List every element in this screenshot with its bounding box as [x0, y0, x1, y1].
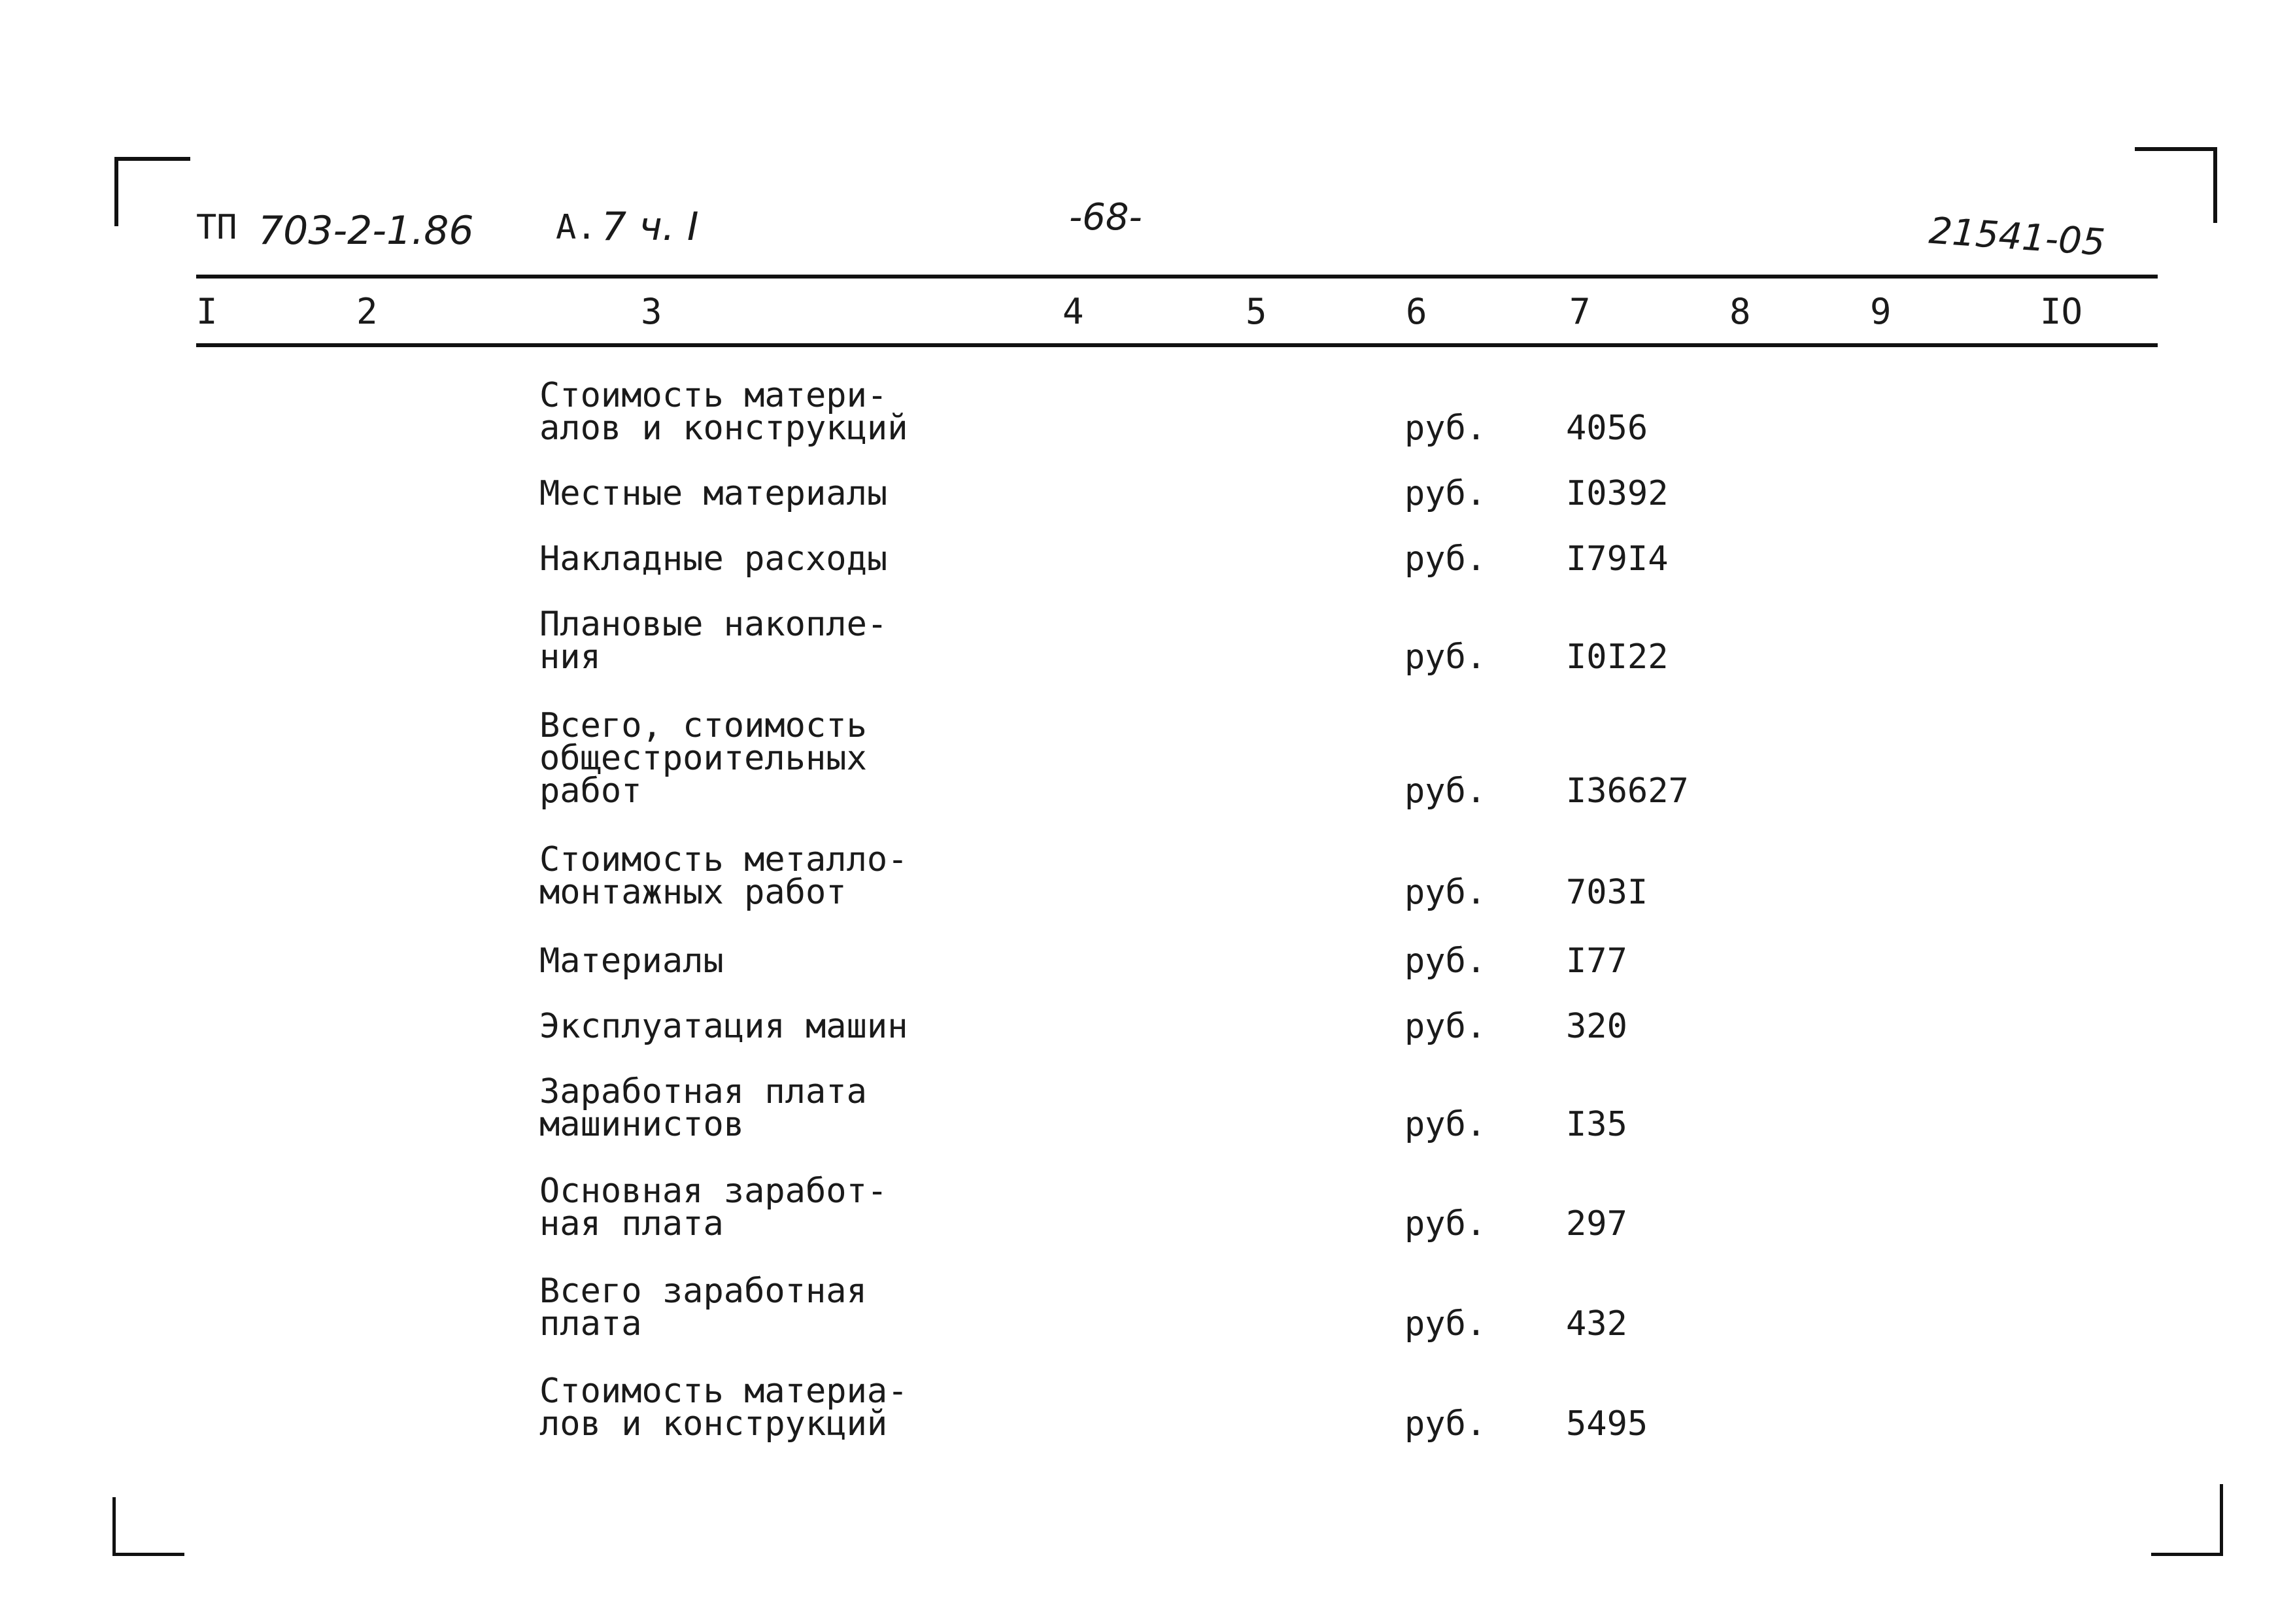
column-number: 6: [1406, 291, 1427, 332]
row-value: I35: [1566, 1105, 1627, 1144]
row-description: [539, 1372, 908, 1444]
table-row: [0, 703, 2295, 811]
table-row: [0, 1368, 2295, 1444]
row-description-line: Местные материалы: [539, 474, 888, 513]
row-description-line: общестроительных: [539, 739, 867, 778]
row-description-line: лов и конструкций: [539, 1404, 888, 1444]
column-number: 4: [1062, 291, 1084, 332]
row-description: [539, 1172, 888, 1243]
row-value: I36627: [1566, 771, 1689, 811]
table-row: [0, 464, 2295, 513]
row-description-line: монтажных работ: [539, 873, 847, 912]
row-description-line: Накладные расходы: [539, 539, 888, 579]
column-number: 5: [1246, 291, 1267, 332]
row-value: 5495: [1566, 1404, 1648, 1444]
row-description-line: Основная заработ-: [539, 1172, 888, 1211]
row-value: 320: [1566, 1007, 1627, 1046]
row-value: I0392: [1566, 474, 1669, 513]
table-row: [0, 997, 2295, 1046]
table-row: [0, 1168, 2295, 1243]
row-description-line: Плановые накопле-: [539, 605, 888, 644]
row-value: 4056: [1566, 409, 1648, 448]
corner-mark-bottom-right: [2151, 1484, 2223, 1556]
table-rule-top: [196, 275, 2158, 279]
row-value: 432: [1566, 1304, 1627, 1344]
series-code: ТП: [196, 208, 237, 247]
table-rule-bottom: [196, 343, 2158, 347]
row-description-line: Стоимость металло-: [539, 840, 908, 879]
row-description-line: работ: [539, 771, 642, 811]
row-description-line: ния: [539, 637, 601, 677]
row-unit: руб.: [1404, 1304, 1487, 1344]
row-description: [539, 1007, 908, 1046]
page-number: -68-: [1069, 196, 1142, 239]
row-description: [539, 1272, 867, 1344]
row-unit: руб.: [1404, 539, 1487, 579]
table-row: [0, 1069, 2295, 1144]
row-unit: руб.: [1404, 1404, 1487, 1444]
row-value: 297: [1566, 1204, 1627, 1243]
row-description-line: Эксплуатация машин: [539, 1007, 908, 1046]
column-number: 7: [1569, 291, 1591, 332]
project-number: 703-2-1.86: [258, 208, 474, 254]
table-row: [0, 601, 2295, 677]
row-description-line: ная плата: [539, 1204, 724, 1243]
row-unit: руб.: [1404, 873, 1487, 912]
row-description: [539, 840, 908, 912]
corner-mark-top-left: [114, 157, 190, 226]
corner-mark-bottom-left: [112, 1497, 184, 1556]
row-unit: руб.: [1404, 474, 1487, 513]
album-number: 7: [602, 204, 627, 250]
row-description: [539, 941, 724, 981]
row-unit: руб.: [1404, 637, 1487, 677]
column-number: 9: [1870, 291, 1892, 332]
table-row: [0, 530, 2295, 579]
album-part: [602, 204, 699, 250]
row-value: 703I: [1566, 873, 1648, 912]
row-description-line: Стоимость материа-: [539, 1372, 908, 1411]
row-description-line: Стоимость матери-: [539, 376, 888, 415]
table-row: [0, 373, 2295, 448]
row-value: I79I4: [1566, 539, 1669, 579]
column-number: I: [196, 291, 218, 332]
column-number: IO: [2040, 291, 2083, 332]
row-unit: руб.: [1404, 1007, 1487, 1046]
row-description-line: Материалы: [539, 941, 724, 981]
row-description-line: машинистов: [539, 1105, 745, 1144]
row-unit: руб.: [1404, 1204, 1487, 1243]
row-description-line: Всего, стоимость: [539, 706, 867, 745]
document-number: 21541-05: [1928, 209, 2107, 265]
row-description-line: Заработная плата: [539, 1072, 867, 1111]
table-row: [0, 837, 2295, 912]
row-description: [539, 376, 908, 448]
table-row: [0, 1268, 2295, 1344]
row-description-line: плата: [539, 1304, 642, 1344]
row-unit: руб.: [1404, 1105, 1487, 1144]
row-value: I77: [1566, 941, 1627, 981]
row-description-line: алов и конструкций: [539, 409, 908, 448]
row-description: [539, 605, 888, 677]
column-number: 2: [356, 291, 378, 332]
row-unit: руб.: [1404, 941, 1487, 981]
column-number: 3: [641, 291, 662, 332]
row-unit: руб.: [1404, 771, 1487, 811]
row-description-line: Всего заработная: [539, 1272, 867, 1311]
row-description: [539, 474, 888, 513]
row-value: I0I22: [1566, 637, 1669, 677]
row-description: [539, 706, 867, 811]
album-label: А.: [556, 208, 597, 247]
row-description: [539, 539, 888, 579]
column-number: 8: [1729, 291, 1751, 332]
part-label: ч. I: [639, 204, 699, 250]
table-row: [0, 932, 2295, 981]
row-description: [539, 1072, 867, 1144]
corner-mark-top-right: [2135, 147, 2217, 223]
row-unit: руб.: [1404, 409, 1487, 448]
